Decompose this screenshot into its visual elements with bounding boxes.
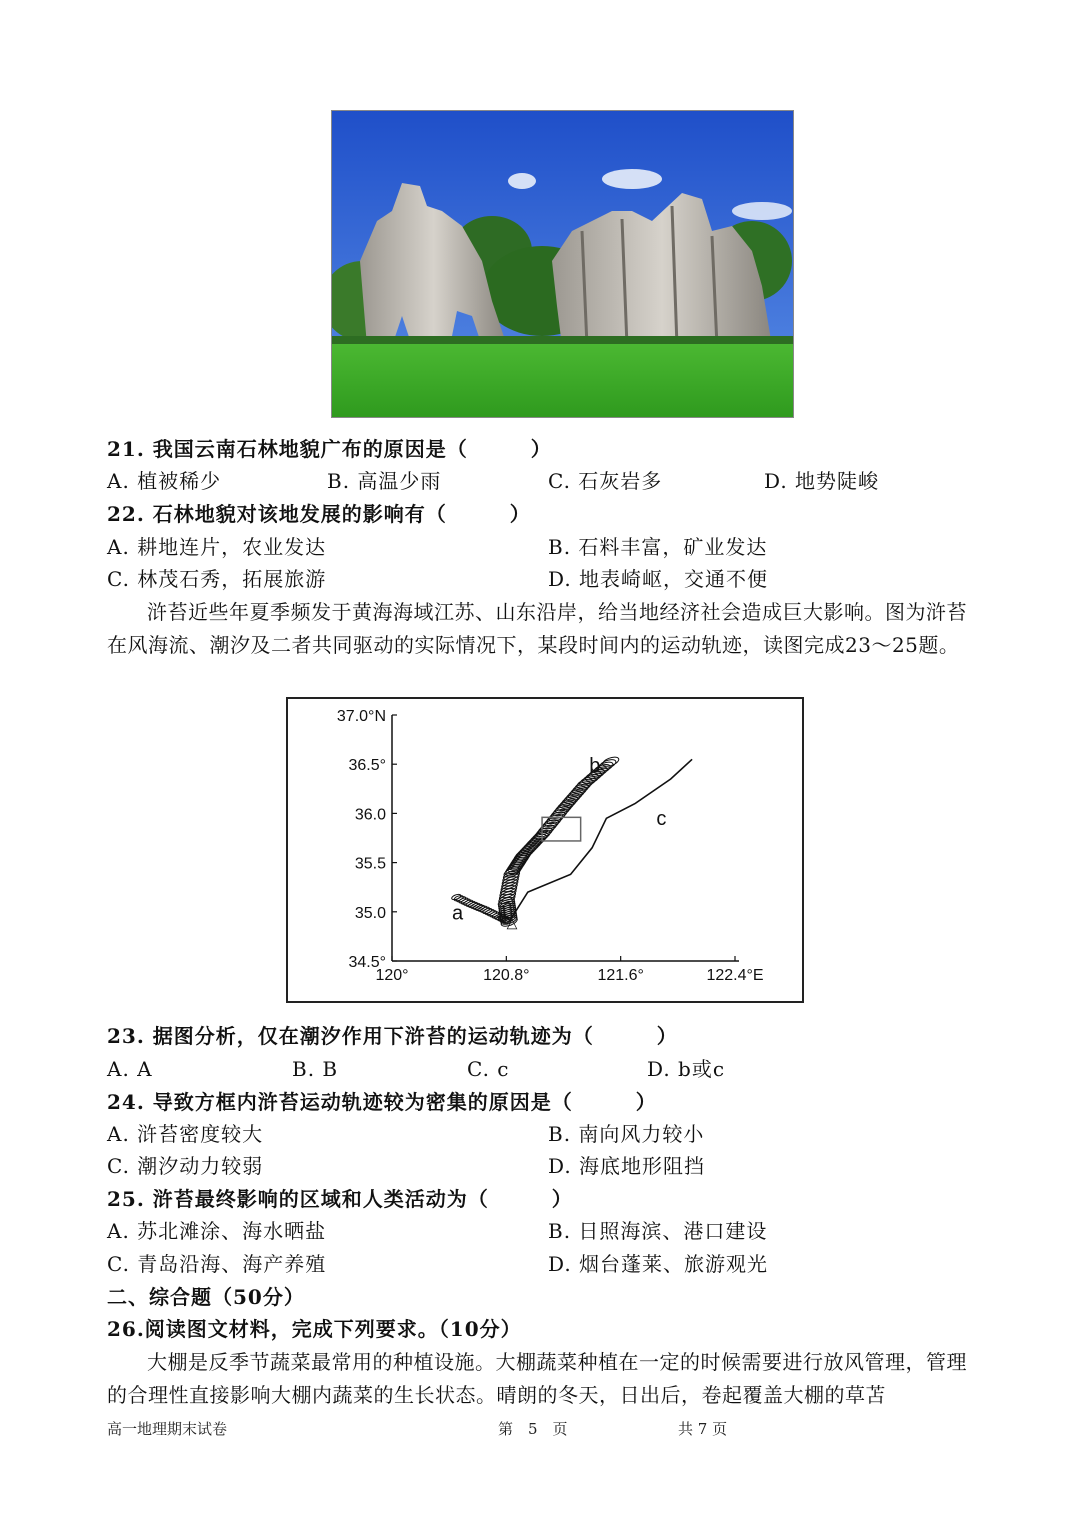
q26-stem: 26.阅读图文材料，完成下列要求。（10分） xyxy=(107,1317,522,1341)
x-tick-label: 121.6° xyxy=(597,967,644,984)
q26-text: 大棚是反季节蔬菜最常用的种植设施。大棚蔬菜种植在一定的时候需要进行放风管理，管理的合理性直接影响大棚内蔬菜的生长状态。晴朗的冬天，日出后，卷起覆盖大棚的草苫 xyxy=(107,1350,967,1407)
footer-exam-title: 高一地理期末试卷 xyxy=(107,1420,228,1438)
chart-axes xyxy=(337,708,764,984)
q25-option-c: C. 青岛沿海、海产养殖 xyxy=(107,1252,327,1276)
q21-stem: 21. 我国云南石林地貌广布的原因是（ ） xyxy=(107,437,552,461)
series-label-b: b xyxy=(589,755,601,778)
q24-option-b: B. 南向风力较小 xyxy=(548,1122,705,1146)
footer-page-number: 第 5 页 xyxy=(498,1420,568,1438)
enteromorpha-trajectory-chart xyxy=(286,697,804,1003)
start-triangle-icon: △ xyxy=(506,914,518,931)
y-tick-label: 34.5° xyxy=(348,954,386,971)
stone-forest-photo xyxy=(331,110,794,418)
series-label-a: a xyxy=(452,902,464,925)
x-tick-label: 120.8° xyxy=(483,967,530,984)
q22-option-a: A. 耕地连片，农业发达 xyxy=(107,535,327,559)
q23-option-b: B. B xyxy=(292,1057,339,1081)
q22-option-d: D. 地表崎岖，交通不便 xyxy=(548,567,769,591)
footer-total-pages: 共 7 页 xyxy=(678,1420,728,1438)
q24-option-a: A. 浒苔密度较大 xyxy=(107,1122,264,1146)
x-tick-label: 122.4°E xyxy=(706,967,764,984)
q21-option-a: A. 植被稀少 xyxy=(107,469,222,493)
q23-option-a: A. A xyxy=(107,1057,153,1081)
y-tick-label: 36.0 xyxy=(354,806,386,824)
chart-marks xyxy=(452,755,692,930)
q25-stem: 25. 浒苔最终影响的区域和人类活动为（ ） xyxy=(107,1187,573,1211)
q21-option-b: B. 高温少雨 xyxy=(327,469,442,493)
series-label-c: c xyxy=(656,808,667,831)
q21-option-d: D. 地势陡峻 xyxy=(764,469,880,493)
q22-stem: 22. 石林地貌对该地发展的影响有（ ） xyxy=(107,502,531,526)
q25-option-d: D. 烟台蓬莱、旅游观光 xyxy=(548,1252,769,1276)
q24-stem: 24. 导致方框内浒苔运动轨迹较为密集的原因是（ ） xyxy=(107,1090,657,1114)
q24-option-c: C. 潮汐动力较弱 xyxy=(107,1154,264,1178)
y-tick-label: 35.0 xyxy=(354,904,386,922)
q25-option-a: A. 苏北滩涂、海水晒盐 xyxy=(107,1219,327,1243)
section-2-heading: 二、综合题（50分） xyxy=(107,1285,305,1309)
y-tick-label: 37.0°N xyxy=(336,708,386,725)
q22-option-b: B. 石料丰富，矿业发达 xyxy=(548,535,768,559)
q23-stem: 23. 据图分析，仅在潮汐作用下浒苔的运动轨迹为（ ） xyxy=(107,1024,678,1048)
y-tick-label: 36.5° xyxy=(348,757,386,775)
q22-option-c: C. 林茂石秀，拓展旅游 xyxy=(107,567,327,591)
y-tick-label: 35.5 xyxy=(354,855,386,873)
q25-option-b: B. 日照海滨、港口建设 xyxy=(548,1219,768,1243)
x-tick-label: 120° xyxy=(375,967,409,984)
q23-option-d: D. b或c xyxy=(647,1057,726,1081)
passage-text: 浒苔近些年夏季频发于黄海海域江苏、山东沿岸，给当地经济社会造成巨大影响。图为浒苔在风海流、潮汐及二者共同驱动的实际情况下，某段时间内的运动轨迹，读图完成23～25题。 xyxy=(107,600,967,657)
q21-option-c: C. 石灰岩多 xyxy=(548,469,663,493)
q23-option-c: C. c xyxy=(467,1057,510,1081)
q24-option-d: D. 海底地形阻挡 xyxy=(548,1154,706,1178)
